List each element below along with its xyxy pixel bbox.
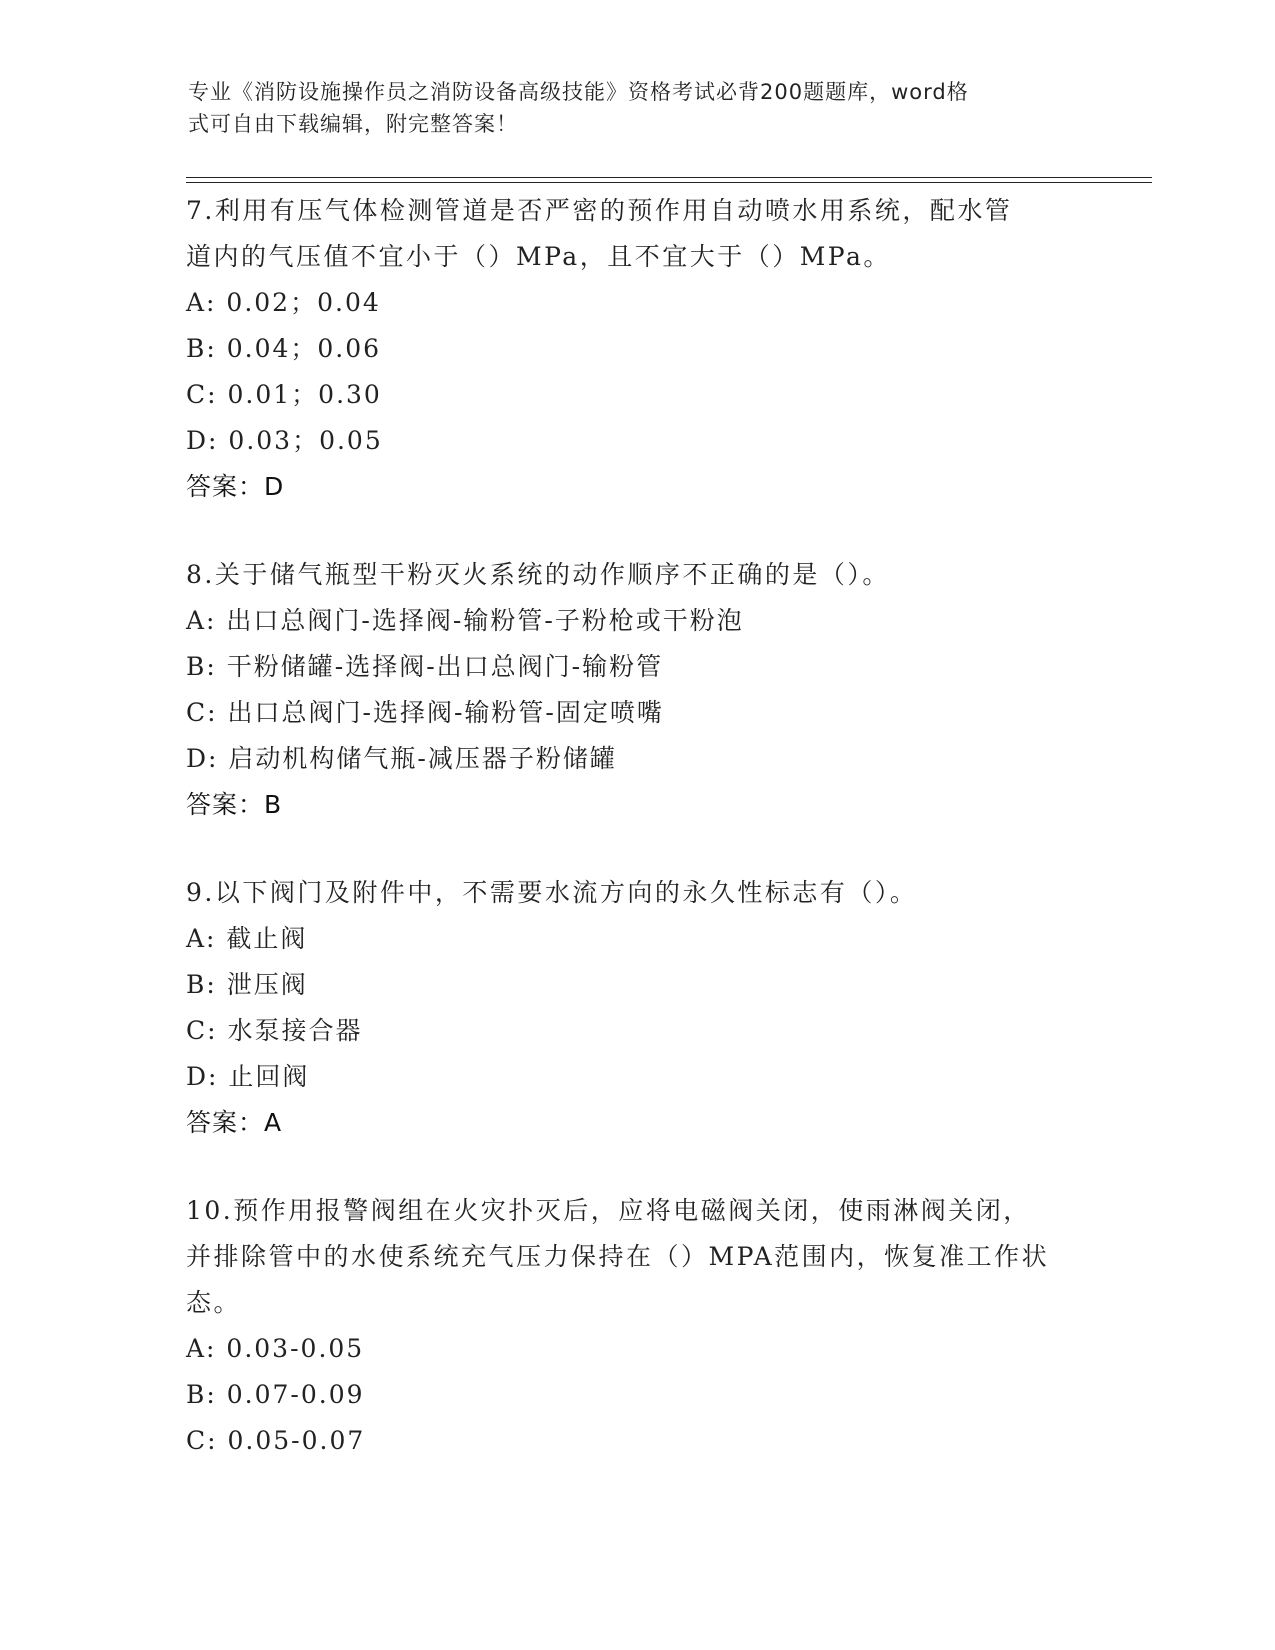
option-b: B: 泄压阀 — [186, 970, 308, 999]
header-divider-bottom — [186, 182, 1152, 183]
question-7 — [186, 188, 1086, 510]
option-d: D: 止回阀 — [186, 1062, 310, 1091]
answer: 答案：B — [186, 790, 283, 819]
answer: 答案：D — [186, 472, 285, 501]
option-a: A: 截止阀 — [186, 924, 308, 953]
question-stem-line: 9.以下阀门及附件中，不需要水流方向的永久性标志有（）。 — [186, 878, 918, 907]
question-stem-line: 道内的气压值不宜小于（）MPa，且不宜大于（）MPa。 — [186, 242, 891, 271]
question-stem-line: 10.预作用报警阀组在火灾扑灭后，应将电磁阀关闭，使雨淋阀关闭， — [186, 1196, 1031, 1225]
option-a: A: 出口总阀门-选择阀-输粉管-子粉枪或干粉泡 — [186, 606, 744, 635]
option-d: D: 启动机构储气瓶-减压器子粉储罐 — [186, 744, 617, 773]
option-a: A: 0.03-0.05 — [186, 1334, 365, 1363]
option-c: C: 水泵接合器 — [186, 1016, 363, 1045]
question-9 — [186, 870, 1086, 1146]
header-divider-top — [186, 177, 1152, 178]
option-a: A: 0.02；0.04 — [186, 288, 381, 317]
option-b: B: 干粉储罐-选择阀-出口总阀门-输粉管 — [186, 652, 664, 681]
header-line-2: 式可自由下载编辑，附完整答案！ — [188, 112, 518, 136]
question-stem-line: 并排除管中的水使系统充气压力保持在（）MPA范围内，恢复准工作状 — [186, 1242, 1050, 1271]
document-header — [188, 76, 1068, 140]
option-c: C: 0.05-0.07 — [186, 1426, 366, 1455]
question-stem-line: 7.利用有压气体检测管道是否严密的预作用自动喷水用系统，配水管 — [186, 196, 1013, 225]
answer: 答案：A — [186, 1108, 283, 1137]
question-10 — [186, 1188, 1086, 1464]
option-b: B: 0.04；0.06 — [186, 334, 382, 363]
question-stem-line: 8.关于储气瓶型干粉灭火系统的动作顺序不正确的是（）。 — [186, 560, 890, 589]
option-d: D: 0.03；0.05 — [186, 426, 383, 455]
question-stem-line: 态。 — [186, 1288, 242, 1317]
question-8 — [186, 552, 1086, 828]
option-c: C: 出口总阀门-选择阀-输粉管-固定喷嘴 — [186, 698, 664, 727]
option-b: B: 0.07-0.09 — [186, 1380, 365, 1409]
header-line-1: 专业《消防设施操作员之消防设备高级技能》资格考试必背200题题库，word格 — [188, 80, 969, 104]
option-c: C: 0.01；0.30 — [186, 380, 382, 409]
